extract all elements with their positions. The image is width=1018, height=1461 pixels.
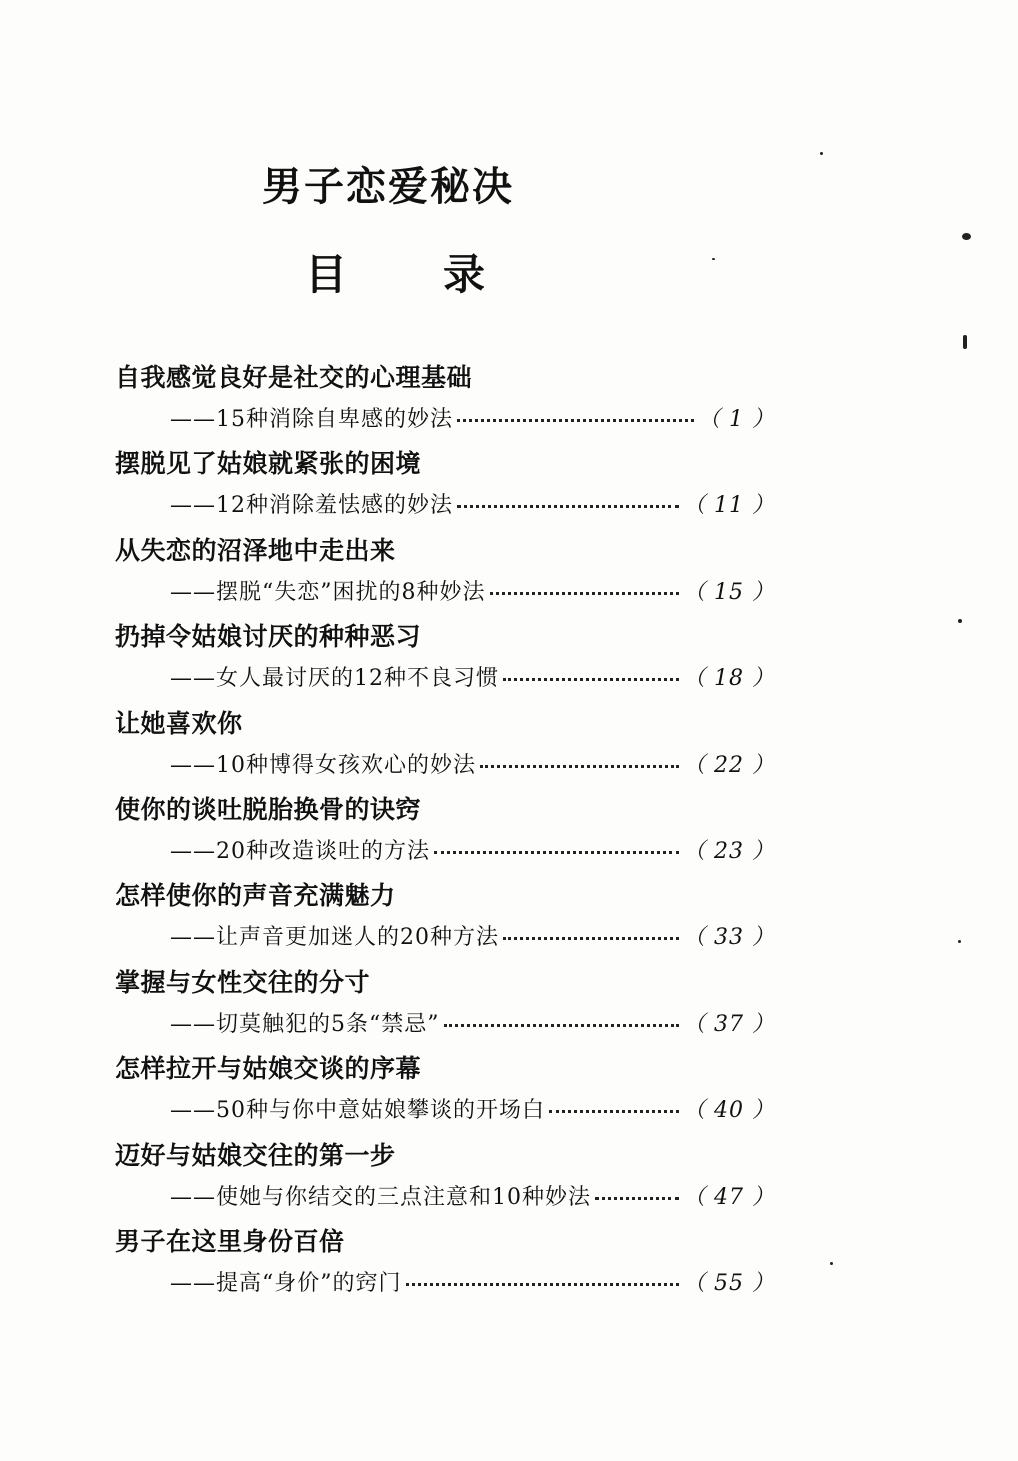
chapter-title: 摆脱见了姑娘就紧张的困境 (115, 449, 422, 479)
chapter-subtitle: ——20种改造谈吐的方法 (170, 838, 430, 864)
chapter-title: 掌握与女性交往的分寸 (115, 967, 371, 997)
page-number: （ 15 ） (683, 579, 775, 605)
dot-leader (503, 931, 679, 940)
toc-heading (305, 242, 485, 302)
scan-speck (820, 152, 823, 155)
toc-entry (115, 698, 775, 784)
dot-leader (457, 499, 679, 508)
dot-leader (457, 413, 694, 422)
page-number: （ 22 ） (683, 752, 775, 778)
scan-speck (830, 1262, 833, 1265)
toc-entry (115, 957, 775, 1043)
dot-leader (480, 759, 679, 768)
toc-entry (115, 1216, 775, 1302)
chapter-subtitle-row (170, 920, 775, 951)
dot-leader (406, 1277, 680, 1286)
toc-entry (115, 870, 775, 956)
chapter-title: 自我感觉良好是社交的心理基础 (115, 363, 473, 392)
toc-entry (115, 438, 775, 524)
page-number: （ 55 ） (683, 1270, 775, 1296)
toc-heading-char-2: 录 (442, 250, 485, 299)
dot-leader (549, 1104, 679, 1113)
page-number: （ 40 ） (683, 1098, 775, 1124)
toc-heading-char-1: 目 (305, 250, 348, 299)
chapter-title: 怎样拉开与姑娘交谈的序幕 (115, 1054, 422, 1084)
chapter-subtitle-row (170, 1266, 775, 1297)
chapter-title: 从失恋的沼泽地中走出来 (115, 535, 396, 565)
chapter-title: 使你的谈吐脱胎换骨的诀窍 (115, 794, 422, 824)
chapter-title: 怎样使你的声音充满魅力 (115, 881, 396, 911)
chapter-subtitle: ——提高“身价”的窍门 (170, 1270, 402, 1296)
chapter-title: 扔掉令姑娘讨厌的种种恶习 (115, 622, 422, 652)
chapter-subtitle: ——使她与你结交的三点注意和10种妙法 (170, 1184, 591, 1210)
chapter-subtitle: ——切莫触犯的5条“禁忌” (170, 1011, 440, 1037)
chapter-subtitle: ——50种与你中意姑娘攀谈的开场白 (170, 1098, 545, 1124)
book-title: 男子恋爱秘决 (262, 164, 514, 210)
chapter-subtitle-row (170, 834, 775, 865)
toc-entry (115, 784, 775, 870)
toc-entry (115, 611, 775, 697)
chapter-subtitle-row (170, 488, 775, 519)
dot-leader (444, 1018, 680, 1027)
chapter-subtitle-row (170, 575, 775, 606)
chapter-subtitle-row (170, 748, 775, 779)
chapter-title: 迈好与姑娘交往的第一步 (115, 1140, 396, 1170)
scan-speck (962, 233, 971, 240)
scan-speck (958, 619, 962, 623)
chapter-subtitle: ——摆脱“失恋”困扰的8种妙法 (170, 579, 486, 605)
chapter-subtitle: ——女人最讨厌的12种不良习惯 (170, 666, 499, 692)
chapter-subtitle-row (170, 1007, 775, 1038)
chapter-subtitle: ——10种博得女孩欢心的妙法 (170, 752, 476, 778)
chapter-subtitle-row (170, 1180, 775, 1211)
chapter-subtitle-row (170, 402, 775, 433)
page-number: （ 23 ） (683, 838, 775, 864)
chapter-title: 让她喜欢你 (115, 708, 243, 738)
chapter-subtitle: ——12种消除羞怯感的妙法 (170, 493, 453, 519)
page-number: （ 18 ） (683, 666, 775, 692)
chapter-subtitle: ——15种消除自卑感的妙法 (170, 407, 453, 432)
toc-entry (115, 352, 775, 438)
toc-entry (115, 525, 775, 611)
page-number: （ 1 ） (698, 407, 775, 432)
dot-leader (490, 586, 680, 595)
page-number: （ 33 ） (683, 925, 775, 951)
chapter-subtitle-row (170, 661, 775, 692)
toc-entry (115, 1043, 775, 1129)
page-number: （ 11 ） (683, 493, 775, 519)
dot-leader (503, 672, 679, 681)
table-of-contents (115, 352, 775, 1302)
scan-speck (963, 335, 967, 349)
dot-leader (595, 1191, 679, 1200)
page-number: （ 37 ） (683, 1011, 775, 1037)
chapter-subtitle-row (170, 1093, 775, 1124)
chapter-title: 男子在这里身份百倍 (115, 1226, 345, 1256)
scan-speck (958, 940, 961, 943)
chapter-subtitle: ——让声音更加迷人的20种方法 (170, 925, 499, 951)
scan-speck (712, 258, 715, 260)
dot-leader (434, 845, 679, 854)
page-number: （ 47 ） (683, 1184, 775, 1210)
toc-entry (115, 1130, 775, 1216)
